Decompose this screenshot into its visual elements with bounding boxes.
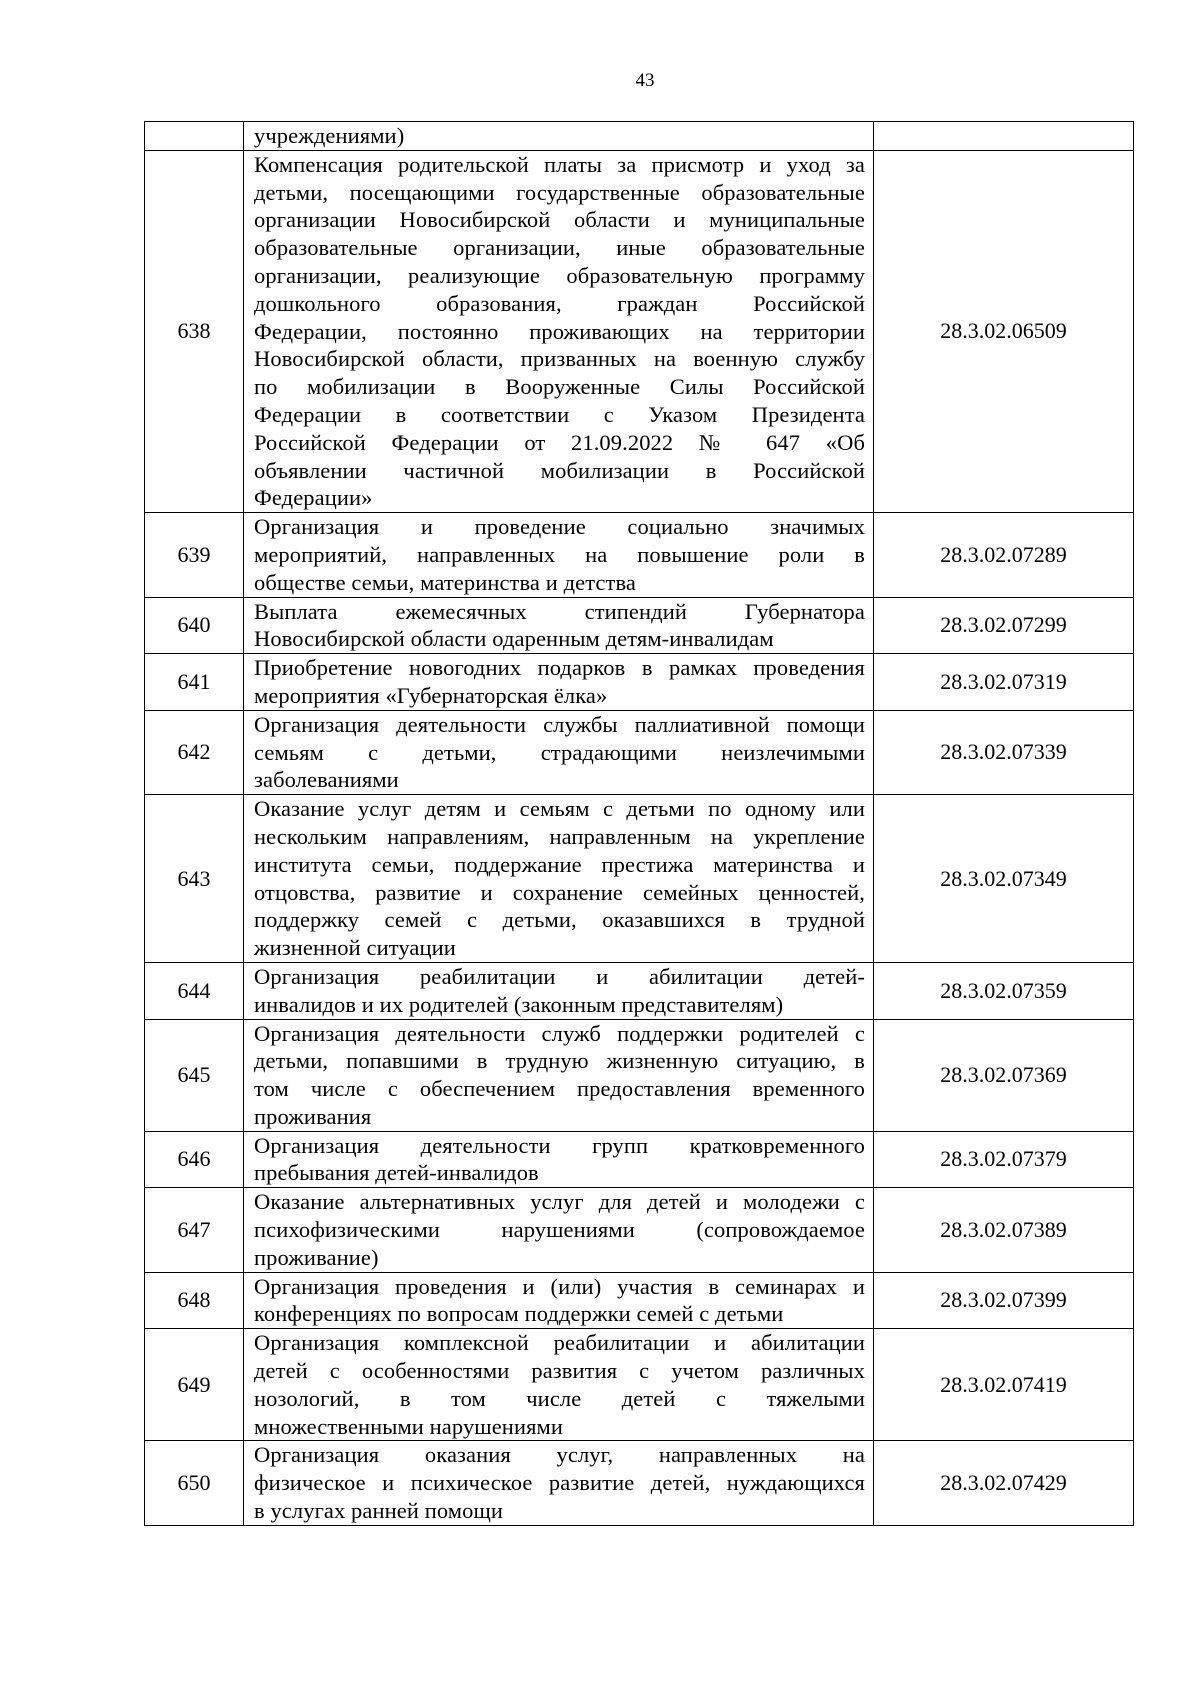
description-line: том числе с обеспечением предоставления временного	[254, 1076, 865, 1102]
description-line: Российской Федерации от 21.09.2022 № 647 «Об	[254, 429, 865, 455]
table-row	[145, 710, 1134, 794]
description-line: обществе семьи, материнства и детства	[254, 569, 636, 595]
table-row	[145, 150, 1134, 512]
row-code: 28.3.02.07419	[874, 1329, 1134, 1441]
row-number: 647	[145, 1188, 244, 1272]
row-code: 28.3.02.07429	[874, 1441, 1134, 1525]
row-code: 28.3.02.07299	[874, 597, 1134, 654]
description-line: Федерации в соответствии с Указом Президента	[254, 401, 865, 427]
description-line: Федерации, постоянно проживающих на территории	[254, 318, 865, 344]
row-number: 640	[145, 597, 244, 654]
description-line: Организация оказания услуг, направленных на	[254, 1442, 865, 1468]
page-number: 43	[635, 70, 655, 91]
row-description	[244, 962, 874, 1019]
description-line: учреждениями)	[254, 123, 405, 148]
description-line: нескольким направлениям, направленным на укрепление	[254, 823, 865, 849]
description-line: психофизическими нарушениями (сопровождаемое	[254, 1217, 865, 1243]
row-code: 28.3.02.07379	[874, 1131, 1134, 1188]
description-line: поддержку семей с детьми, оказавшихся в трудной	[254, 907, 865, 933]
table-row	[145, 1329, 1134, 1441]
row-code: 28.3.02.07389	[874, 1188, 1134, 1272]
description-line: пребывания детей-инвалидов	[254, 1160, 539, 1186]
description-line: Организация деятельности групп кратковременного	[254, 1132, 865, 1158]
description-line: семьям с детьми, страдающими неизлечимыми	[254, 739, 865, 765]
description-line: Организация проведения и (или) участия в семинарах и	[254, 1273, 865, 1299]
row-description	[244, 1188, 874, 1272]
row-description	[244, 654, 874, 711]
table-row	[145, 513, 1134, 597]
table-row	[145, 597, 1134, 654]
description-line: по мобилизации в Вооруженные Силы Российской	[254, 374, 865, 400]
description-line: Оказание услуг детям и семьям с детьми по одному или	[254, 796, 865, 822]
row-number: 645	[145, 1019, 244, 1131]
row-code: 28.3.02.07319	[874, 654, 1134, 711]
row-number: 644	[145, 962, 244, 1019]
description-line: отцовства, развитие и сохранение семейных ценностей,	[254, 879, 865, 905]
row-number: 638	[145, 150, 244, 512]
row-number	[145, 122, 244, 151]
description-line: инвалидов и их родителей (законным представителям)	[254, 991, 784, 1017]
row-description	[244, 597, 874, 654]
description-line: Оказание альтернативных услуг для детей и молодежи с	[254, 1189, 865, 1215]
description-line: нозологий, в том числе детей с тяжелыми	[254, 1385, 865, 1411]
row-description	[244, 1329, 874, 1441]
row-number: 646	[145, 1131, 244, 1188]
description-line: проживания	[254, 1103, 372, 1129]
row-number: 643	[145, 795, 244, 963]
row-code: 28.3.02.07399	[874, 1272, 1134, 1329]
description-line: детьми, посещающими государственные образовательные	[254, 179, 865, 205]
description-line: Компенсация родительской платы за присмотр и уход за	[254, 151, 865, 177]
description-line: заболеваниями	[254, 767, 399, 793]
row-code: 28.3.02.07339	[874, 710, 1134, 794]
row-number: 648	[145, 1272, 244, 1329]
budget-codes-table	[144, 121, 1134, 1526]
description-line: организации Новосибирской области и муниципальные	[254, 207, 865, 233]
row-number: 650	[145, 1441, 244, 1525]
table-row	[145, 122, 1134, 151]
description-line: Федерации»	[254, 485, 373, 511]
row-description	[244, 122, 874, 151]
row-description	[244, 1441, 874, 1525]
row-code: 28.3.02.07369	[874, 1019, 1134, 1131]
description-line: организации, реализующие образовательную программу	[254, 262, 865, 288]
description-line: проживание)	[254, 1244, 379, 1270]
row-number: 641	[145, 654, 244, 711]
description-line: мероприятия «Губернаторская ёлка»	[254, 682, 608, 708]
description-line: детьми, попавшими в трудную жизненную ситуацию, в	[254, 1048, 865, 1074]
row-number: 642	[145, 710, 244, 794]
row-code: 28.3.02.06509	[874, 150, 1134, 512]
table-row	[145, 1131, 1134, 1188]
description-line: Организация реабилитации и абилитации детей-	[254, 963, 865, 989]
table-row	[145, 1019, 1134, 1131]
description-line: жизненной ситуации	[254, 935, 456, 961]
table-row	[145, 1272, 1134, 1329]
row-description	[244, 1272, 874, 1329]
table-row	[145, 1188, 1134, 1272]
description-line: дошкольного образования, граждан Российской	[254, 290, 865, 316]
description-line: объявлении частичной мобилизации в Российской	[254, 457, 865, 483]
row-description	[244, 1131, 874, 1188]
row-description	[244, 795, 874, 963]
description-line: Организация деятельности служб поддержки родителей с	[254, 1020, 865, 1046]
description-line: множественными нарушениями	[254, 1413, 564, 1439]
description-line: физическое и психическое развитие детей, нуждающихся	[254, 1470, 865, 1496]
table-row	[145, 795, 1134, 963]
description-line: детей с особенностями развития с учетом различных	[254, 1358, 865, 1384]
description-line: мероприятий, направленных на повышение роли в	[254, 541, 865, 567]
description-line: образовательные организации, иные образовательные	[254, 235, 865, 261]
row-code	[874, 122, 1134, 151]
description-line: Организация деятельности службы паллиативной помощи	[254, 711, 865, 737]
row-number: 649	[145, 1329, 244, 1441]
description-line: института семьи, поддержание престижа материнства и	[254, 851, 865, 877]
description-line: Выплата ежемесячных стипендий Губернатора	[254, 598, 865, 624]
description-line: Новосибирской области одаренным детям-инвалидам	[254, 626, 774, 652]
row-number: 639	[145, 513, 244, 597]
description-line: в услугах ранней помощи	[254, 1498, 504, 1524]
row-description	[244, 1019, 874, 1131]
description-line: Приобретение новогодних подарков в рамках проведения	[254, 655, 865, 681]
row-code: 28.3.02.07349	[874, 795, 1134, 963]
table-row	[145, 1441, 1134, 1525]
description-line: Новосибирской области, призванных на военную службу	[254, 346, 865, 372]
table-body	[145, 122, 1134, 1526]
table-row	[145, 654, 1134, 711]
row-code: 28.3.02.07289	[874, 513, 1134, 597]
table-row	[145, 962, 1134, 1019]
row-description	[244, 513, 874, 597]
description-line: Организация и проведение социально значимых	[254, 514, 865, 540]
row-description	[244, 710, 874, 794]
description-line: конференциях по вопросам поддержки семей с детьми	[254, 1301, 784, 1327]
row-description	[244, 150, 874, 512]
description-line: Организация комплексной реабилитации и абилитации	[254, 1330, 865, 1356]
row-code: 28.3.02.07359	[874, 962, 1134, 1019]
